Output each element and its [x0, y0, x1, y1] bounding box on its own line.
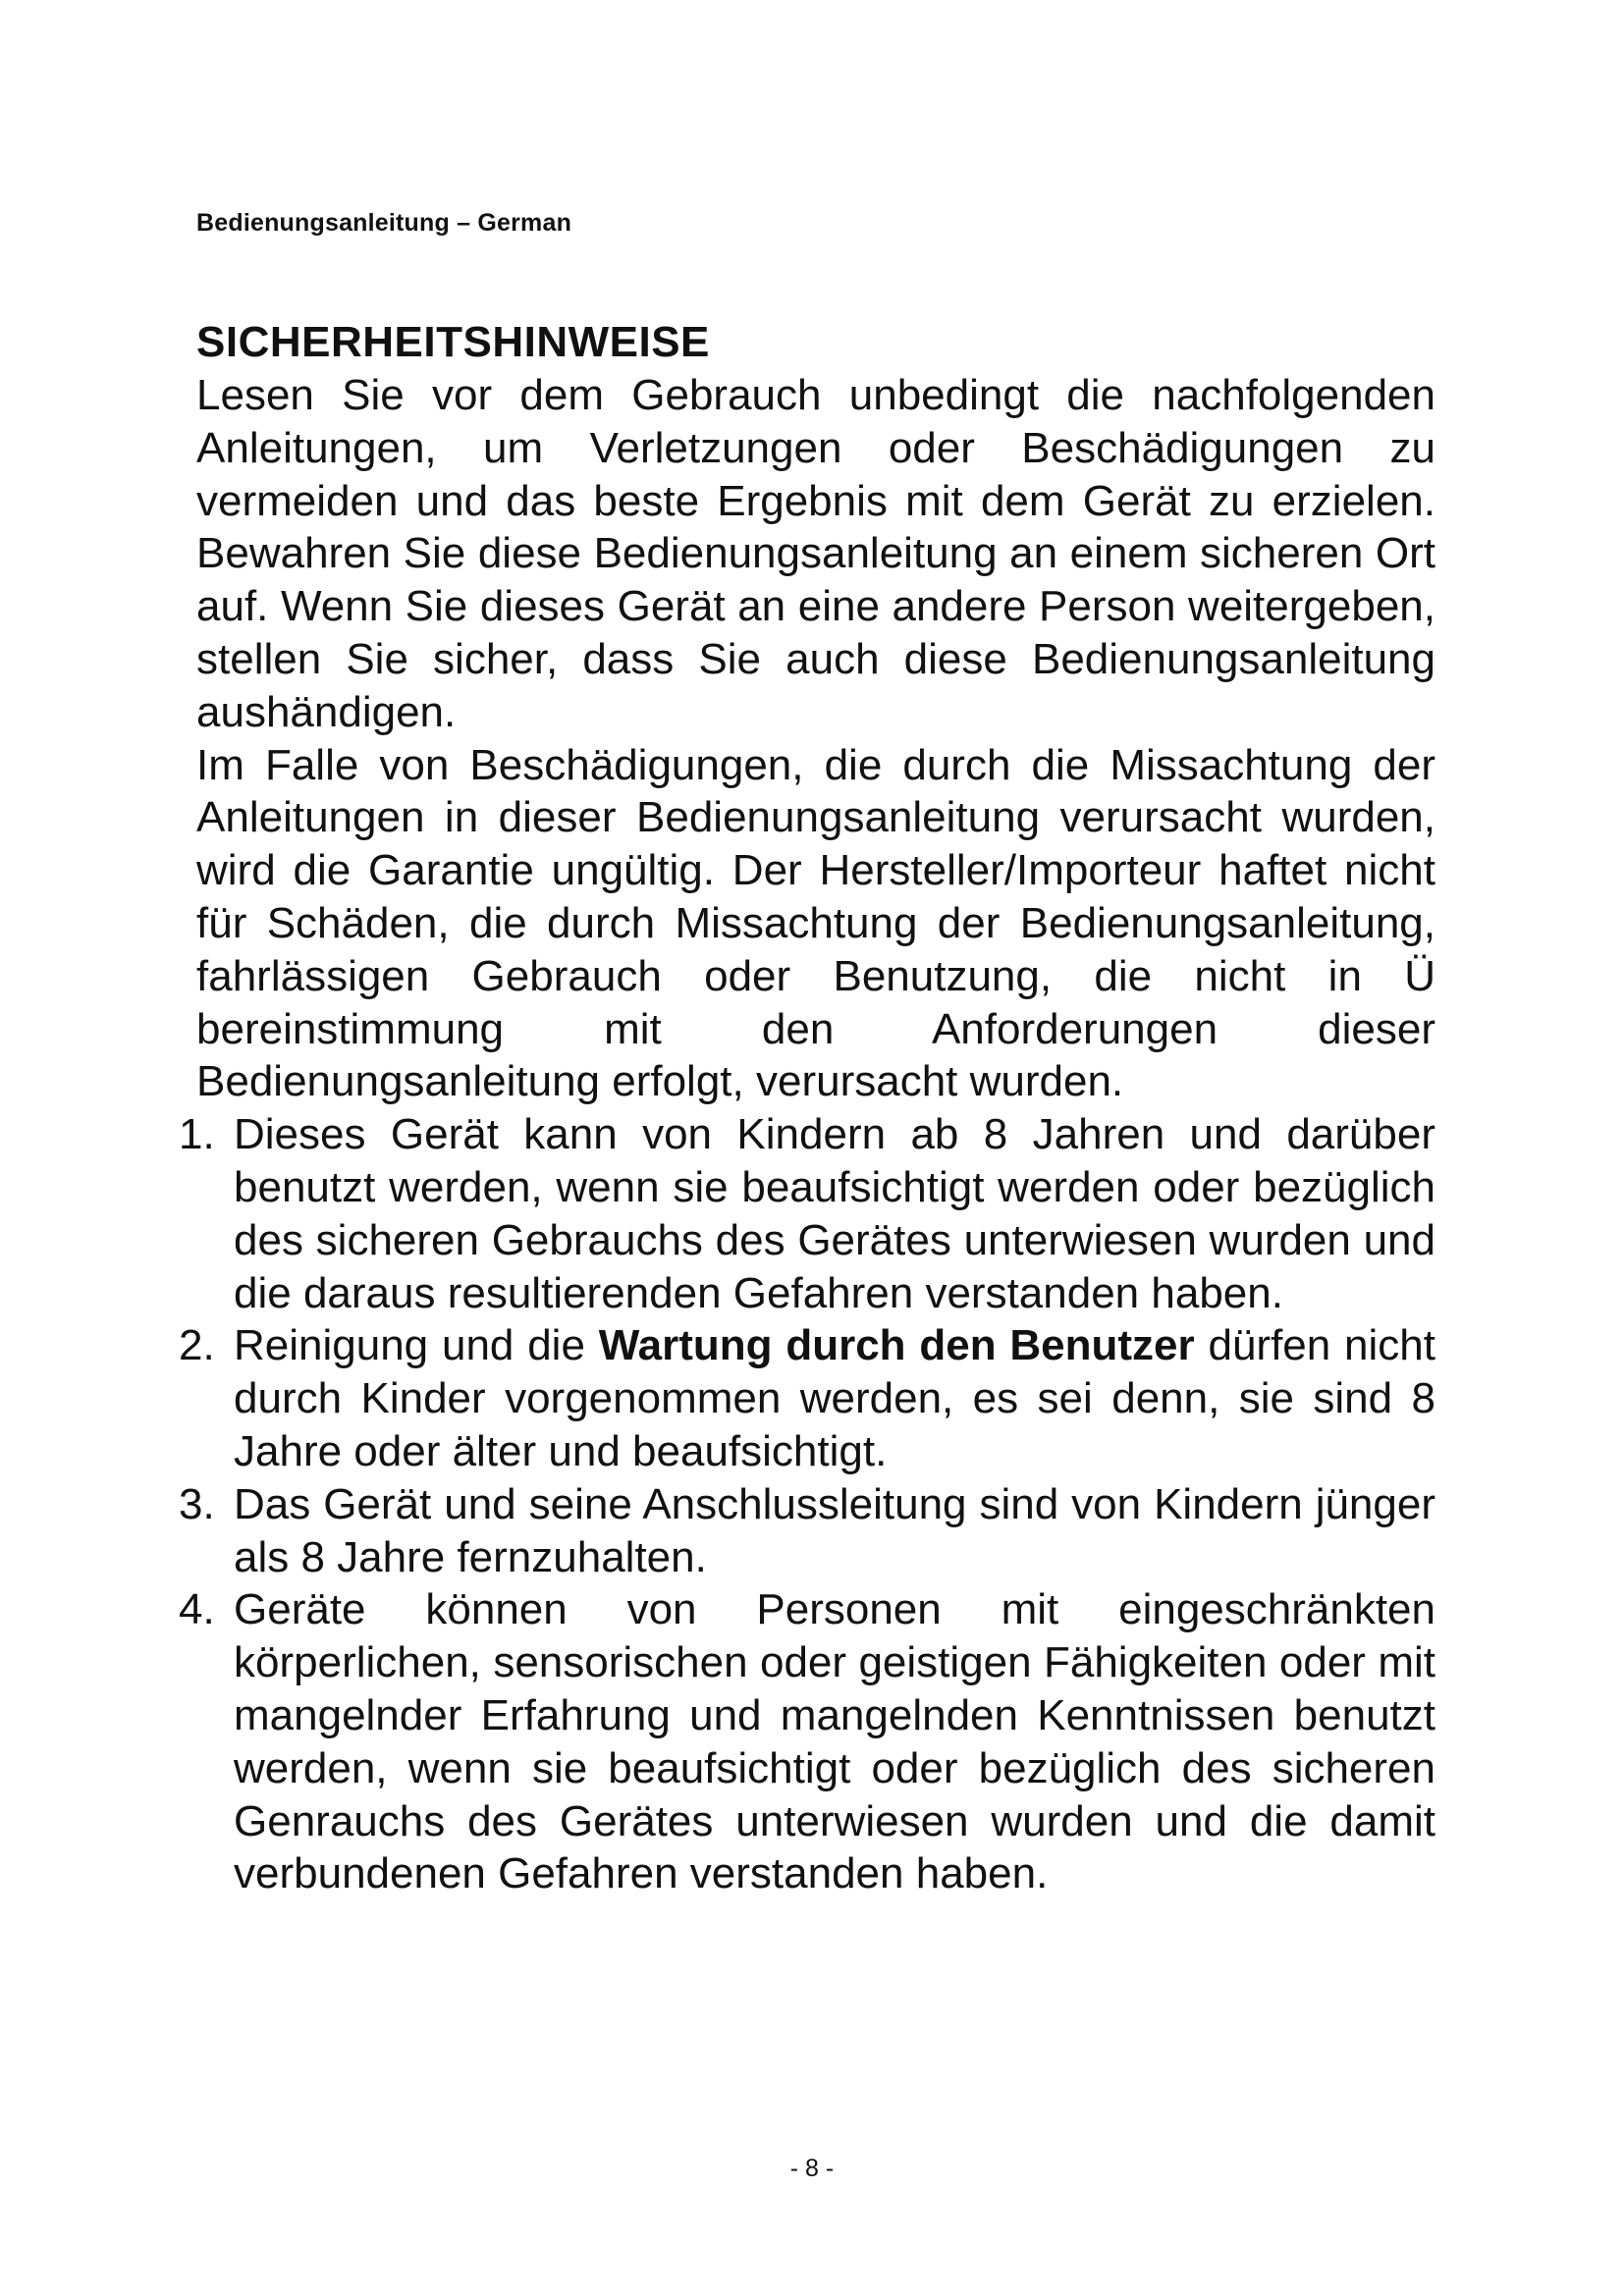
- list-item-text-after: dürfen nicht durch Kinder vorgenommen werden, es sei denn, sie sind 8 Jahre oder älter und beaufsichtigt.: [234, 1321, 1435, 1475]
- safety-list: [179, 1108, 1435, 1900]
- list-item-emphasis: Wartung durch den Benutzer: [598, 1321, 1195, 1370]
- running-header: Bedienungsanleitung – German: [196, 209, 572, 237]
- list-item-number: 4.: [179, 1585, 215, 1634]
- list-item-2: [179, 1319, 1435, 1477]
- list-item-number: 1.: [179, 1110, 215, 1159]
- list-item-text: Dieses Gerät kann von Kindern ab 8 Jahren und darüber benutzt werden, wenn sie beaufsichtigt werden oder bezüglich des sicheren Gebrauchs des Gerätes unterwiesen wurden und die daraus resultierenden Gefahren verstanden haben.: [234, 1110, 1435, 1317]
- list-item-4: [179, 1583, 1435, 1900]
- list-item-3: [179, 1478, 1435, 1584]
- list-item-number: 3.: [179, 1479, 215, 1528]
- safety-section: [179, 316, 1435, 1900]
- warranty-paragraph: Im Falle von Beschädigungen, die durch die Missachtung der Anleitungen in dieser Bedienungsanleitung verursacht wurden, wird die Garantie ungültig. Der Hersteller/Importeur haftet nicht für Schäden, die durch Missachtung der Bedienungsanleitung, fahrlässigen Gebrauch oder Benutzung, die nicht in Ü bereinstimmung mit den Anforderungen dieser Bedienungsanleitung erfolgt, verursacht wurden.: [196, 740, 1435, 1106]
- list-item-number: 2.: [179, 1321, 215, 1370]
- list-item-1: [179, 1108, 1435, 1319]
- list-item-text: Geräte können von Personen mit eingeschränkten körperlichen, sensorischen oder geistigen Fähigkeiten oder mit mangelnder Erfahrung und mangelnden Kenntnissen benutzt werden, wenn sie beaufsichtigt oder bezüglich des sicheren Genrauchs des Gerätes unterwiesen wurden und die damit verbundenen Gefahren verstanden haben.: [234, 1585, 1435, 1898]
- intro-paragraph: Lesen Sie vor dem Gebrauch unbedingt die nachfolgenden Anleitungen, um Verletzungen oder Beschädigungen zu vermeiden und das beste Ergebnis mit dem Gerät zu erzielen. Bewahren Sie diese Bedienungsanleitung an einem sicheren Ort auf. Wenn Sie dieses Gerät an eine andere Person weitergeben, stellen Sie sicher, dass Sie auch diese Bedienungsanleitung aushändigen.: [196, 371, 1435, 736]
- section-title: SICHERHEITSHINWEISE: [196, 318, 710, 366]
- list-item-text: Das Gerät und seine Anschlussleitung sind von Kindern jünger als 8 Jahre fernzuhalten.: [234, 1479, 1435, 1581]
- page-number: - 8 -: [789, 2155, 835, 2182]
- list-item-text-before: Reinigung und die: [234, 1321, 599, 1370]
